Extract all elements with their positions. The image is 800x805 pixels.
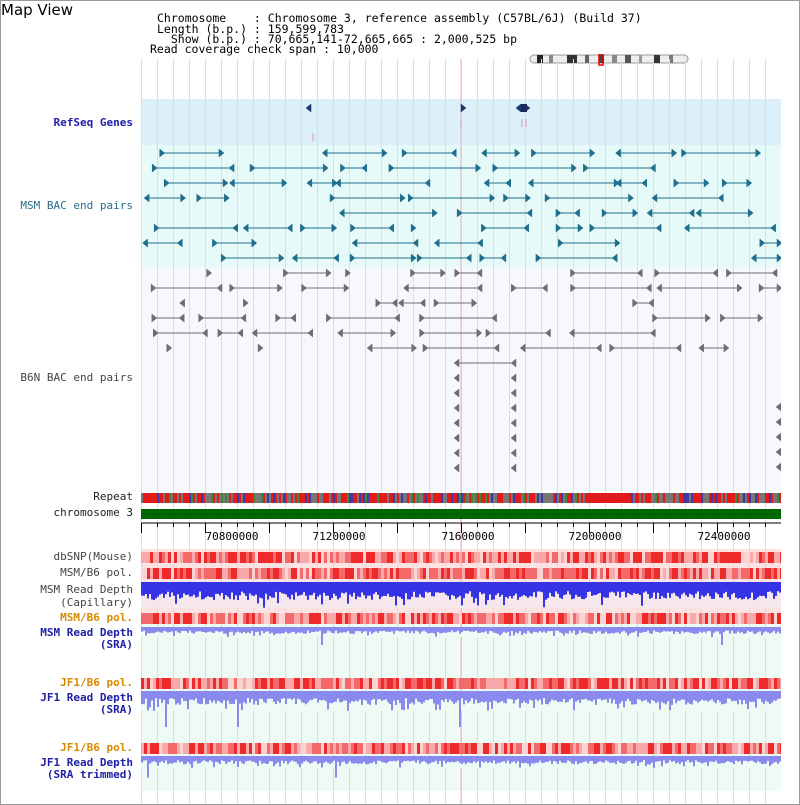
msm-read-depth-capillary-sub: (Capillary) [60, 596, 133, 609]
b6n-bac-features [151, 269, 781, 472]
jf1-read-depth-trimmed-label: JF1 Read Depth [40, 756, 133, 769]
msm-bac-label: MSM BAC end pairs [20, 199, 133, 212]
show-range-info: Show (b.p.) : 70,665,141-72,665,665 : 2,000,525 bp [157, 32, 518, 46]
jf1-read-depth-sra-sub: (SRA) [99, 703, 133, 716]
dbsnp-label: dbSNP(Mouse) [53, 550, 133, 563]
msm-b6-pol-label: MSM/B6 pol. [60, 566, 133, 579]
chromosome-ideogram[interactable] [529, 54, 691, 66]
msm-bac-features [143, 149, 781, 262]
msm-read-depth-capillary-label: MSM Read Depth [40, 583, 133, 596]
b6n-bac-label: B6N BAC end pairs [20, 371, 133, 384]
repeat-track [141, 493, 781, 503]
axis-tick-label: 71200000 [312, 530, 366, 543]
coverage-span-info: Read coverage check span : 10,000 [150, 42, 379, 56]
repeat-label: Repeat [93, 490, 133, 503]
genome-tracks[interactable] [141, 97, 781, 797]
jf1-b6-pol-label: JF1/B6 pol. [60, 676, 133, 689]
refseq-genes-features [306, 104, 530, 141]
refseq-genes-label: RefSeq Genes [53, 116, 133, 129]
page-title: Map View [1, 1, 74, 19]
jf1-read-depth-trimmed-sub: (SRA trimmed) [46, 768, 133, 781]
chromosome-bar [141, 509, 781, 519]
chromosome-info: Chromosome : Chromosome 3, reference assembly (C57BL/6J) (Build 37) [157, 11, 642, 25]
msm-read-depth-sra-sub: (SRA) [99, 638, 133, 651]
axis-tick-label: 70800000 [205, 530, 259, 543]
msm-read-depth-sra-label: MSM Read Depth [40, 626, 133, 639]
axis-tick-label: 71600000 [441, 530, 495, 543]
chromosome-label: chromosome 3 [53, 506, 133, 519]
axis-tick-label: 72400000 [697, 530, 751, 543]
msm-b6-pol-label-2: MSM/B6 pol. [60, 611, 133, 624]
jf1-read-depth-sra-label: JF1 Read Depth [40, 691, 133, 704]
jf1-b6-pol-label-2: JF1/B6 pol. [60, 741, 133, 754]
length-info: Length (b.p.) : 159,599,783 [157, 22, 344, 36]
axis-tick-label: 72000000 [568, 530, 622, 543]
